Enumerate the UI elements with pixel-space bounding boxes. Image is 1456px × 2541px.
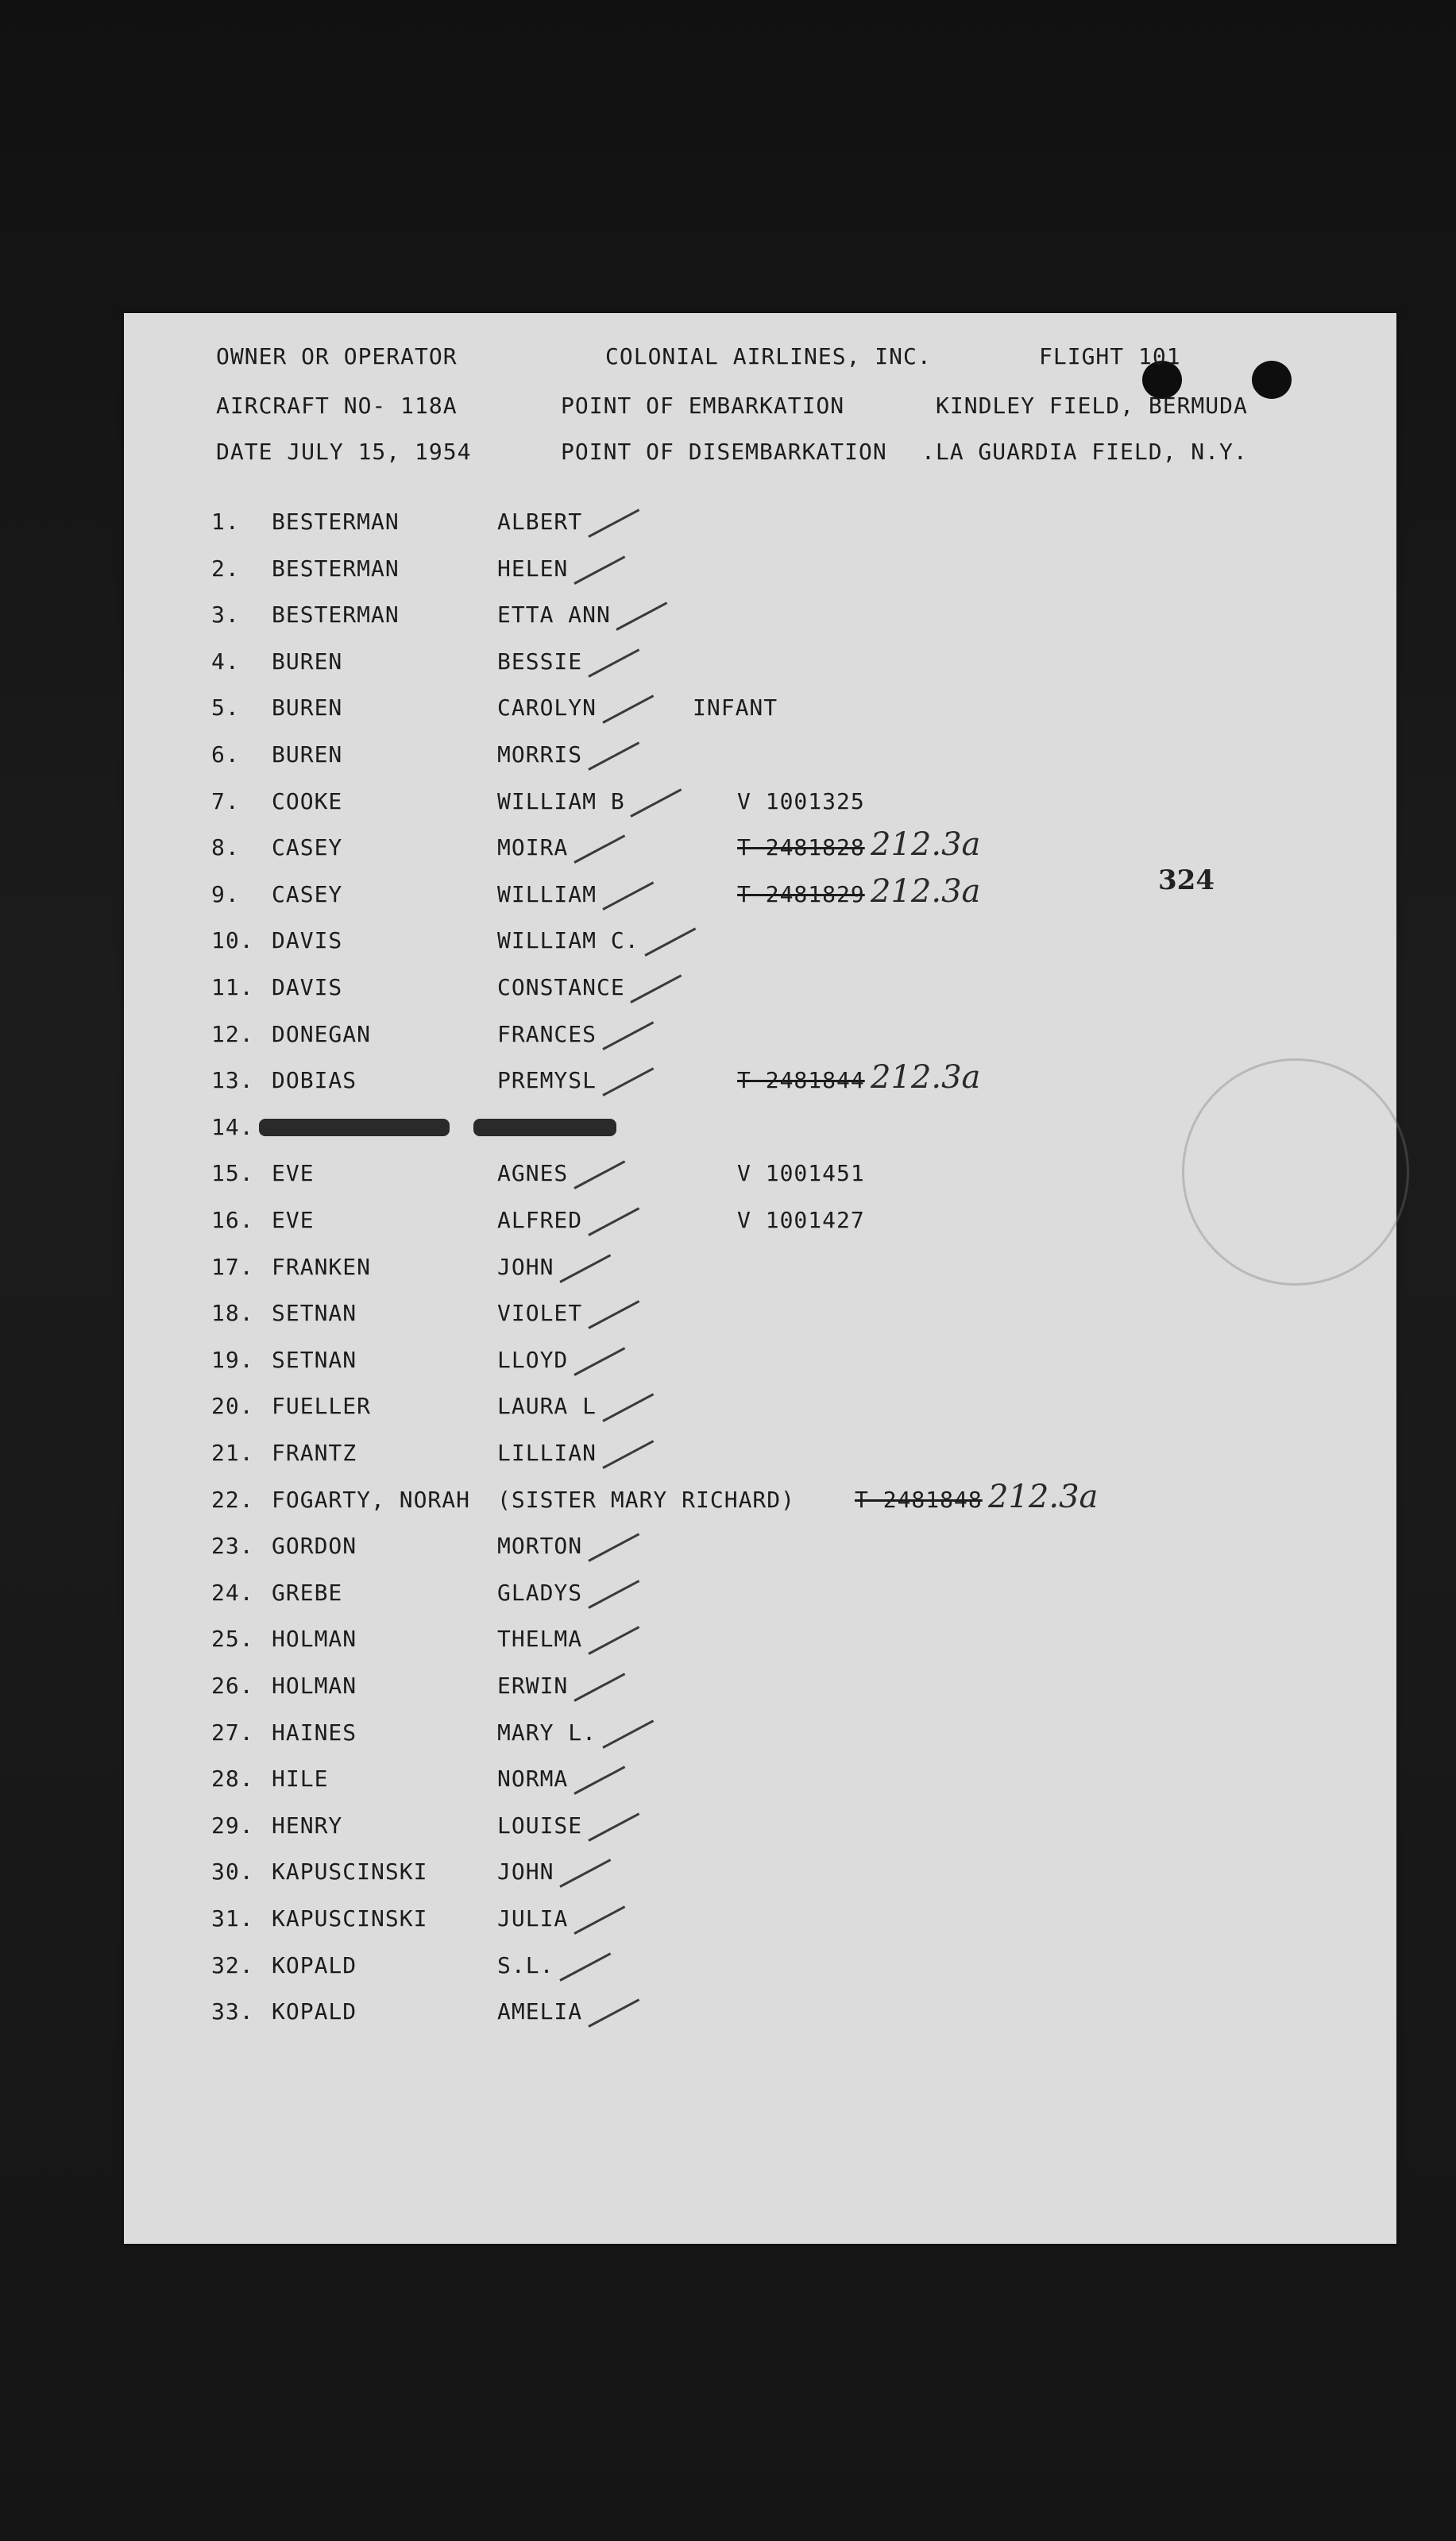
row-number: 17. (211, 1254, 254, 1280)
checkmark-icon (588, 1207, 639, 1236)
checkmark-icon (574, 1347, 625, 1375)
surname: FOGARTY, NORAH (272, 1487, 471, 1513)
surname: EVE (272, 1160, 315, 1186)
row-number: 20. (211, 1393, 254, 1419)
row-number: 19. (211, 1347, 254, 1373)
given-name: (SISTER MARY RICHARD) (497, 1487, 796, 1513)
checkmark-icon (559, 1952, 611, 1981)
surname: KAPUSCINSKI (272, 1858, 428, 1885)
given-name: VIOLET (497, 1300, 583, 1326)
visa-number: V 1001451 (737, 1160, 865, 1186)
row-number: 18. (211, 1300, 254, 1326)
surname: SETNAN (272, 1347, 357, 1373)
checkmark-icon (602, 1719, 654, 1748)
owner-label: OWNER OR OPERATOR (216, 343, 458, 369)
surname: GREBE (272, 1580, 343, 1606)
given-name: AMELIA (497, 1998, 583, 2025)
surname: BUREN (272, 741, 343, 768)
given-name: ALFRED (497, 1207, 583, 1233)
row-number: 9. (211, 881, 240, 907)
surname: BUREN (272, 648, 343, 675)
surname: BUREN (272, 694, 343, 721)
row-number: 7. (211, 788, 240, 814)
manifest-page (124, 313, 1396, 2244)
given-name: THELMA (497, 1626, 583, 1652)
surname: BESTERMAN (272, 601, 400, 628)
checkmark-icon (588, 1533, 639, 1561)
checkmark-icon (559, 1858, 611, 1887)
row-number: 15. (211, 1160, 254, 1186)
row-number: 4. (211, 648, 240, 675)
embarkation-label: POINT OF EMBARKATION (561, 393, 845, 419)
checkmark-icon (616, 601, 668, 630)
row-number: 14. (211, 1114, 254, 1140)
surname: DONEGAN (272, 1021, 372, 1047)
given-name: ERWIN (497, 1673, 569, 1699)
surname: COOKE (272, 788, 343, 814)
given-name: WILLIAM C. (497, 927, 639, 953)
embarkation-value: KINDLEY FIELD, BERMUDA (936, 393, 1248, 419)
surname: CASEY (272, 881, 343, 907)
row-number: 2. (211, 555, 240, 582)
surname: HOLMAN (272, 1626, 357, 1652)
airline-name: COLONIAL AIRLINES, INC. (605, 343, 932, 369)
punch-hole-icon (1252, 361, 1292, 399)
surname: HENRY (272, 1812, 343, 1839)
row-number: 25. (211, 1626, 254, 1652)
checkmark-icon (602, 1021, 654, 1050)
given-name: JOHN (497, 1254, 554, 1280)
surname: HAINES (272, 1719, 357, 1746)
row-number: 16. (211, 1207, 254, 1233)
visa-number: T 2481848 (855, 1487, 983, 1513)
surname: KOPALD (272, 1952, 357, 1978)
disembarkation-value: .LA GUARDIA FIELD, N.Y. (921, 439, 1248, 465)
row-number: 8. (211, 834, 240, 861)
checkmark-icon (588, 1580, 639, 1608)
surname: CASEY (272, 834, 343, 861)
flight-number: FLIGHT 101 (1039, 343, 1181, 369)
given-name: LLOYD (497, 1347, 569, 1373)
checkmark-icon (588, 1998, 639, 2027)
given-name: PREMYSL (497, 1067, 597, 1093)
given-name: MARY L. (497, 1719, 597, 1746)
checkmark-icon (559, 1254, 611, 1282)
redaction-bar (473, 1119, 616, 1136)
given-name: WILLIAM (497, 881, 597, 907)
given-name: CAROLYN (497, 694, 597, 721)
surname: KOPALD (272, 1998, 357, 2025)
surname: EVE (272, 1207, 315, 1233)
surname: GORDON (272, 1533, 357, 1559)
surname: FRANTZ (272, 1440, 357, 1466)
surname: FRANKEN (272, 1254, 372, 1280)
surname: SETNAN (272, 1300, 357, 1326)
checkmark-icon (588, 741, 639, 770)
checkmark-icon (602, 1440, 654, 1468)
checkmark-icon (602, 694, 654, 723)
surname: DAVIS (272, 927, 343, 953)
visa-number: V 1001427 (737, 1207, 865, 1233)
surname: DAVIS (272, 974, 343, 1000)
surname: KAPUSCINSKI (272, 1905, 428, 1932)
checkmark-icon (574, 834, 625, 863)
given-name: MORTON (497, 1533, 583, 1559)
checkmark-icon (574, 1673, 625, 1701)
given-name: MOIRA (497, 834, 569, 861)
row-number: 11. (211, 974, 254, 1000)
row-number: 10. (211, 927, 254, 953)
checkmark-icon (644, 927, 696, 956)
given-name: BESSIE (497, 648, 583, 675)
page-number: 324 (1158, 864, 1215, 896)
given-name: GLADYS (497, 1580, 583, 1606)
checkmark-icon (574, 1766, 625, 1794)
visa-number: T 2481828 (737, 834, 865, 861)
date-label: DATE JULY 15, 1954 (216, 439, 472, 465)
infant-note: INFANT (693, 694, 778, 721)
handwritten-code: 212.3a (871, 826, 981, 863)
row-number: 5. (211, 694, 240, 721)
checkmark-icon (574, 1160, 625, 1189)
given-name: CONSTANCE (497, 974, 625, 1000)
handwritten-code: 212.3a (871, 873, 981, 910)
row-number: 33. (211, 1998, 254, 2025)
checkmark-icon (630, 974, 682, 1003)
given-name: ALBERT (497, 509, 583, 535)
row-number: 27. (211, 1719, 254, 1746)
row-number: 32. (211, 1952, 254, 1978)
row-number: 22. (211, 1487, 254, 1513)
row-number: 24. (211, 1580, 254, 1606)
handwritten-code: 212.3a (988, 1479, 1099, 1515)
surname: BESTERMAN (272, 509, 400, 535)
given-name: LILLIAN (497, 1440, 597, 1466)
surname: FUELLER (272, 1393, 372, 1419)
checkmark-icon (602, 881, 654, 910)
disembarkation-label: POINT OF DISEMBARKATION (561, 439, 887, 465)
row-number: 31. (211, 1905, 254, 1932)
row-number: 29. (211, 1812, 254, 1839)
given-name: WILLIAM B (497, 788, 625, 814)
given-name: LOUISE (497, 1812, 583, 1839)
handwritten-code: 212.3a (871, 1059, 981, 1096)
checkmark-icon (588, 509, 639, 537)
surname: HILE (272, 1766, 329, 1792)
checkmark-icon (588, 648, 639, 677)
given-name: MORRIS (497, 741, 583, 768)
checkmark-icon (588, 1812, 639, 1841)
row-number: 26. (211, 1673, 254, 1699)
checkmark-icon (588, 1300, 639, 1329)
checkmark-icon (588, 1626, 639, 1654)
given-name: LAURA L (497, 1393, 597, 1419)
given-name: ETTA ANN (497, 601, 611, 628)
row-number: 6. (211, 741, 240, 768)
visa-number: V 1001325 (737, 788, 865, 814)
row-number: 21. (211, 1440, 254, 1466)
redaction-bar (259, 1119, 450, 1136)
row-number: 1. (211, 509, 240, 535)
checkmark-icon (574, 555, 625, 584)
visa-number: T 2481844 (737, 1067, 865, 1093)
given-name: AGNES (497, 1160, 569, 1186)
row-number: 23. (211, 1533, 254, 1559)
row-number: 12. (211, 1021, 254, 1047)
checkmark-icon (602, 1393, 654, 1421)
given-name: JOHN (497, 1858, 554, 1885)
surname: DOBIAS (272, 1067, 357, 1093)
aircraft-label: AIRCRAFT NO- 118A (216, 393, 458, 419)
checkmark-icon (630, 788, 682, 817)
checkmark-icon (574, 1905, 625, 1934)
given-name: JULIA (497, 1905, 569, 1932)
visa-number: T 2481829 (737, 881, 865, 907)
row-number: 3. (211, 601, 240, 628)
surname: HOLMAN (272, 1673, 357, 1699)
given-name: HELEN (497, 555, 569, 582)
received-stamp-icon (1182, 1058, 1409, 1286)
given-name: S.L. (497, 1952, 554, 1978)
checkmark-icon (602, 1067, 654, 1096)
given-name: FRANCES (497, 1021, 597, 1047)
row-number: 13. (211, 1067, 254, 1093)
row-number: 28. (211, 1766, 254, 1792)
row-number: 30. (211, 1858, 254, 1885)
surname: BESTERMAN (272, 555, 400, 582)
given-name: NORMA (497, 1766, 569, 1792)
